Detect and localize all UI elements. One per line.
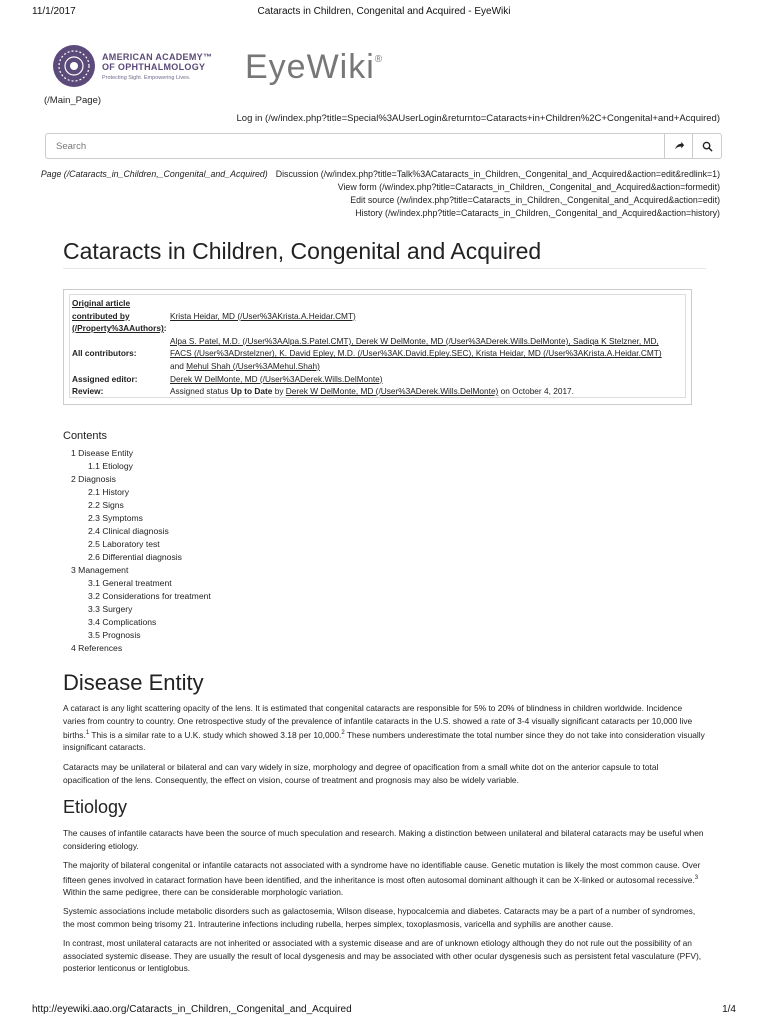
print-title: Cataracts in Children, Congenital and Acquired - EyeWiki bbox=[257, 6, 511, 17]
print-header bbox=[0, 0, 768, 22]
toc-item[interactable] bbox=[63, 642, 211, 655]
original-article-label[interactable]: Original article bbox=[72, 298, 131, 308]
login-link[interactable]: Log in (/w/index.php?title=Special%3AUserLogin&returnto=Cataracts+in+Children%2C+Congenital+and+Acquired) bbox=[236, 113, 720, 124]
toc-item-number: 3.3 bbox=[88, 604, 100, 614]
etiology-paragraph-2: The majority of bilateral congenital or infantile cataracts not associated with a syndrome have no identifiable cause. Genetic mutation is likely the most common cause. Over fifteen genes involved in cataract formation have been identified, and the inheritance is most often autosomal dominant although it can be X-linked or autosomal recessive.$^3$ Within the same pedigree, there can be considerable morphologic variation. bbox=[63, 860, 701, 897]
toc-item[interactable] bbox=[63, 551, 211, 564]
toc-item-number: 2.5 bbox=[88, 539, 100, 549]
toc-item-number: 4 bbox=[71, 643, 76, 653]
toc-item-label: Signs bbox=[102, 500, 124, 510]
go-button[interactable] bbox=[664, 134, 693, 158]
print-date: 11/1/2017 bbox=[32, 6, 76, 17]
toc-item-number: 3.1 bbox=[88, 578, 100, 588]
toc-item-label: References bbox=[78, 643, 123, 653]
tab-edit-source[interactable]: Edit source (/w/index.php?title=Cataracts_in_Children,_Congenital_and_Acquired&action=edit) bbox=[350, 195, 720, 205]
toc-item-number: 3.5 bbox=[88, 630, 100, 640]
title-divider bbox=[63, 268, 706, 269]
toc-item-label: Laboratory test bbox=[102, 539, 160, 549]
search-placeholder: Search bbox=[56, 141, 87, 152]
print-page-number: 1/4 bbox=[722, 1004, 736, 1015]
contributors-label: All contributors: bbox=[72, 348, 137, 359]
info-row-original: Original article contributed by (/Property%3AAuthors): Krista Heidar, MD (/User%3AKrista.A.Heidar.CMT) bbox=[72, 298, 356, 334]
toc-item[interactable] bbox=[63, 590, 211, 603]
toc-item[interactable] bbox=[63, 447, 211, 460]
citation-link[interactable]: 3 bbox=[694, 874, 699, 881]
toc-item-number: 1 bbox=[71, 448, 76, 458]
editor-link[interactable]: Derek W DelMonte, MD (/User%3ADerek.Wills.DelMonte) bbox=[170, 373, 383, 384]
toc-item-label: Complications bbox=[102, 617, 157, 627]
print-footer bbox=[0, 1000, 768, 1024]
aao-name: AMERICAN ACADEMY™ OF OPHTHALMOLOGY bbox=[102, 52, 213, 72]
toc-item-number: 2.2 bbox=[88, 500, 100, 510]
toc-item-number: 2 bbox=[71, 474, 76, 484]
toc-item[interactable] bbox=[63, 616, 211, 629]
main-page-link[interactable]: (/Main_Page) bbox=[44, 95, 102, 106]
tab-view-form[interactable]: View form (/w/index.php?title=Cataracts_in_Children,_Congenital_and_Acquired&action=formedit) bbox=[337, 182, 720, 192]
aao-logo[interactable] bbox=[52, 44, 232, 92]
toc-item[interactable] bbox=[63, 577, 211, 590]
print-url: http://eyewiki.aao.org/Cataracts_in_Children,_Congenital_and_Acquired bbox=[32, 1004, 352, 1015]
toc-item-label: Diagnosis bbox=[78, 474, 116, 484]
toc-list bbox=[63, 447, 211, 655]
tab-history[interactable]: History (/w/index.php?title=Cataracts_in_Children,_Congenital_and_Acquired&action=history) bbox=[355, 208, 720, 218]
toc-item-number: 2.1 bbox=[88, 487, 100, 497]
disease-entity-paragraph-1: A cataract is any light scattering opacity of the lens. It is estimated that congenital cataracts are responsible for 5% to 20% of blindness in children worldwide. Incidence varies from country to country. One retrospective study of the prevalence of infantile cataracts in the U.S. showed a rate of 3-4 visually significant cataracts per 10,000 live births.$^1$ This is a similar rate to a U.K. study which showed 3.18 per 10,000.$^2$ These numbers underestimate the total number since they do not take into consideration visually insignificant cataracts. bbox=[63, 703, 705, 753]
review-label: Review: bbox=[72, 386, 104, 397]
citation-link[interactable]: 2 bbox=[341, 730, 345, 736]
toc-item[interactable] bbox=[63, 525, 211, 538]
editor-label: Assigned editor: bbox=[72, 373, 138, 384]
toc-item-number: 3.2 bbox=[88, 591, 100, 601]
toc-item[interactable] bbox=[63, 629, 211, 642]
citation-link[interactable]: 1 bbox=[85, 730, 90, 736]
toc-item[interactable] bbox=[63, 603, 211, 616]
info-row-contributors: All contributors: Alpa S. Patel, M.D. (/User%3AAlpa.S.Patel.CMT), Derek W DelMonte, MD (/User%3ADerek.Wills.DelMonte), Sadiqa K Stelzner, MD, FACS (/User%3ADrstelzner), K. David Epley, M.D. (/User%3AK.David.Epley.SEC), Krista Heidar, MD (/User%3AKrista.A.Heidar.CMT) and Mehul Shah (/User%3AMehul.Shah) bbox=[72, 335, 683, 373]
tab-page[interactable]: Page (/Cataracts_in_Children,_Congenital_and_Acquired) bbox=[40, 169, 268, 179]
toc-item-number: 3 bbox=[71, 565, 76, 575]
review-status: Up to Date bbox=[230, 386, 273, 397]
article-info-box bbox=[63, 289, 692, 405]
table-of-contents bbox=[63, 430, 211, 655]
toc-item[interactable] bbox=[63, 473, 211, 486]
toc-item-number: 2.4 bbox=[88, 526, 100, 536]
registered-mark: ® bbox=[374, 54, 384, 65]
arrow-icon bbox=[674, 141, 685, 152]
tab-discussion[interactable]: Discussion (/w/index.php?title=Talk%3ACataracts_in_Children,_Congenital_and_Acquired&action=edit&redlink=1) bbox=[275, 169, 720, 179]
etiology-paragraph-3: Systemic associations include metabolic disorders such as galactosemia, Wilson disease, hypocalcemia and diabetes. Cataracts may be a part of a number of syndromes, the most common being trisomy 21. Intrauterine infections including rubella, herpes simplex, toxoplasmosis, varicella and syphilis are another cause. bbox=[63, 906, 696, 929]
toc-item-label: General treatment bbox=[102, 578, 172, 588]
toc-item-label: Disease Entity bbox=[78, 448, 134, 458]
toc-item-label: Prognosis bbox=[102, 630, 141, 640]
info-row-editor bbox=[72, 373, 683, 386]
aao-tagline: Protecting Sight. Empowering Lives. bbox=[102, 75, 191, 81]
info-row-review: Review: Assigned status Up to Date by Derek W DelMonte, MD (/User%3ADerek.Wills.DelMonte) on October 4, 2017. bbox=[72, 386, 574, 397]
toc-heading: Contents bbox=[63, 430, 108, 442]
toc-item-number: 2.3 bbox=[88, 513, 100, 523]
toc-item[interactable] bbox=[63, 512, 211, 525]
toc-item-number: 2.6 bbox=[88, 552, 100, 562]
toc-item[interactable] bbox=[63, 486, 211, 499]
contributors-links[interactable]: Alpa S. Patel, M.D. (/User%3AAlpa.S.Patel.CMT), Derek W DelMonte, MD (/User%3ADerek.Wills.DelMonte), Sadiqa K Stelzner, MD, bbox=[170, 335, 659, 346]
toc-item-label: Management bbox=[78, 565, 129, 575]
toc-item[interactable] bbox=[63, 564, 211, 577]
toc-item-number: 1.1 bbox=[88, 461, 100, 471]
aao-emblem-icon bbox=[52, 44, 96, 88]
toc-item[interactable] bbox=[63, 538, 211, 551]
page-actions bbox=[41, 168, 720, 220]
toc-item-label: Surgery bbox=[102, 604, 133, 614]
search-button[interactable] bbox=[692, 134, 721, 158]
site-logo-eyewiki[interactable]: EyeWiki® bbox=[245, 48, 384, 86]
author-link[interactable]: Krista Heidar, MD (/User%3AKrista.A.Heidar.CMT) bbox=[170, 310, 356, 321]
disease-entity-paragraph-2: Cataracts may be unilateral or bilateral and can vary widely in size, morphology and degree of opacification from a small white dot on the anterior capsule to total opacification of the lens. Consequently, the effect on vision, course of treatment and prognosis may also be widely variable. bbox=[63, 762, 659, 785]
magnifier-icon bbox=[702, 141, 713, 152]
toc-item-number: 3.4 bbox=[88, 617, 100, 627]
reviewer-link[interactable]: Derek W DelMonte, MD (/User%3ADerek.Wills.DelMonte) bbox=[285, 386, 499, 397]
section-heading-disease-entity: Disease Entity bbox=[63, 670, 204, 695]
toc-item-label: Symptoms bbox=[102, 513, 143, 523]
search-input[interactable] bbox=[45, 133, 722, 159]
toc-item-label: Considerations for treatment bbox=[102, 591, 211, 601]
etiology-paragraph-1: The causes of infantile cataracts have been the source of much speculation and research. Making a distinction between unilateral and bilateral cataracts may be useful when considering etiology. bbox=[63, 828, 704, 851]
section-heading-etiology: Etiology bbox=[63, 797, 128, 817]
page-title: Cataracts in Children, Congenital and Acquired bbox=[63, 238, 542, 264]
toc-item[interactable] bbox=[63, 460, 211, 473]
toc-item-label: Differential diagnosis bbox=[102, 552, 182, 562]
etiology-paragraph-4: In contrast, most unilateral cataracts are not inherited or associated with a systemic disease and are of unknown etiology although they do not rule out the possibility of an associated systemic disease. They are usually the result of local dysgenesis and may be associated with other ocular dysgenesis such as persistent fetal vasculature (PFV), posterior lenticonus or lentiglobus. bbox=[63, 938, 702, 973]
toc-item-label: Clinical diagnosis bbox=[102, 526, 169, 536]
toc-item[interactable] bbox=[63, 499, 211, 512]
toc-item-label: Etiology bbox=[102, 461, 133, 471]
toc-item-label: History bbox=[102, 487, 130, 497]
